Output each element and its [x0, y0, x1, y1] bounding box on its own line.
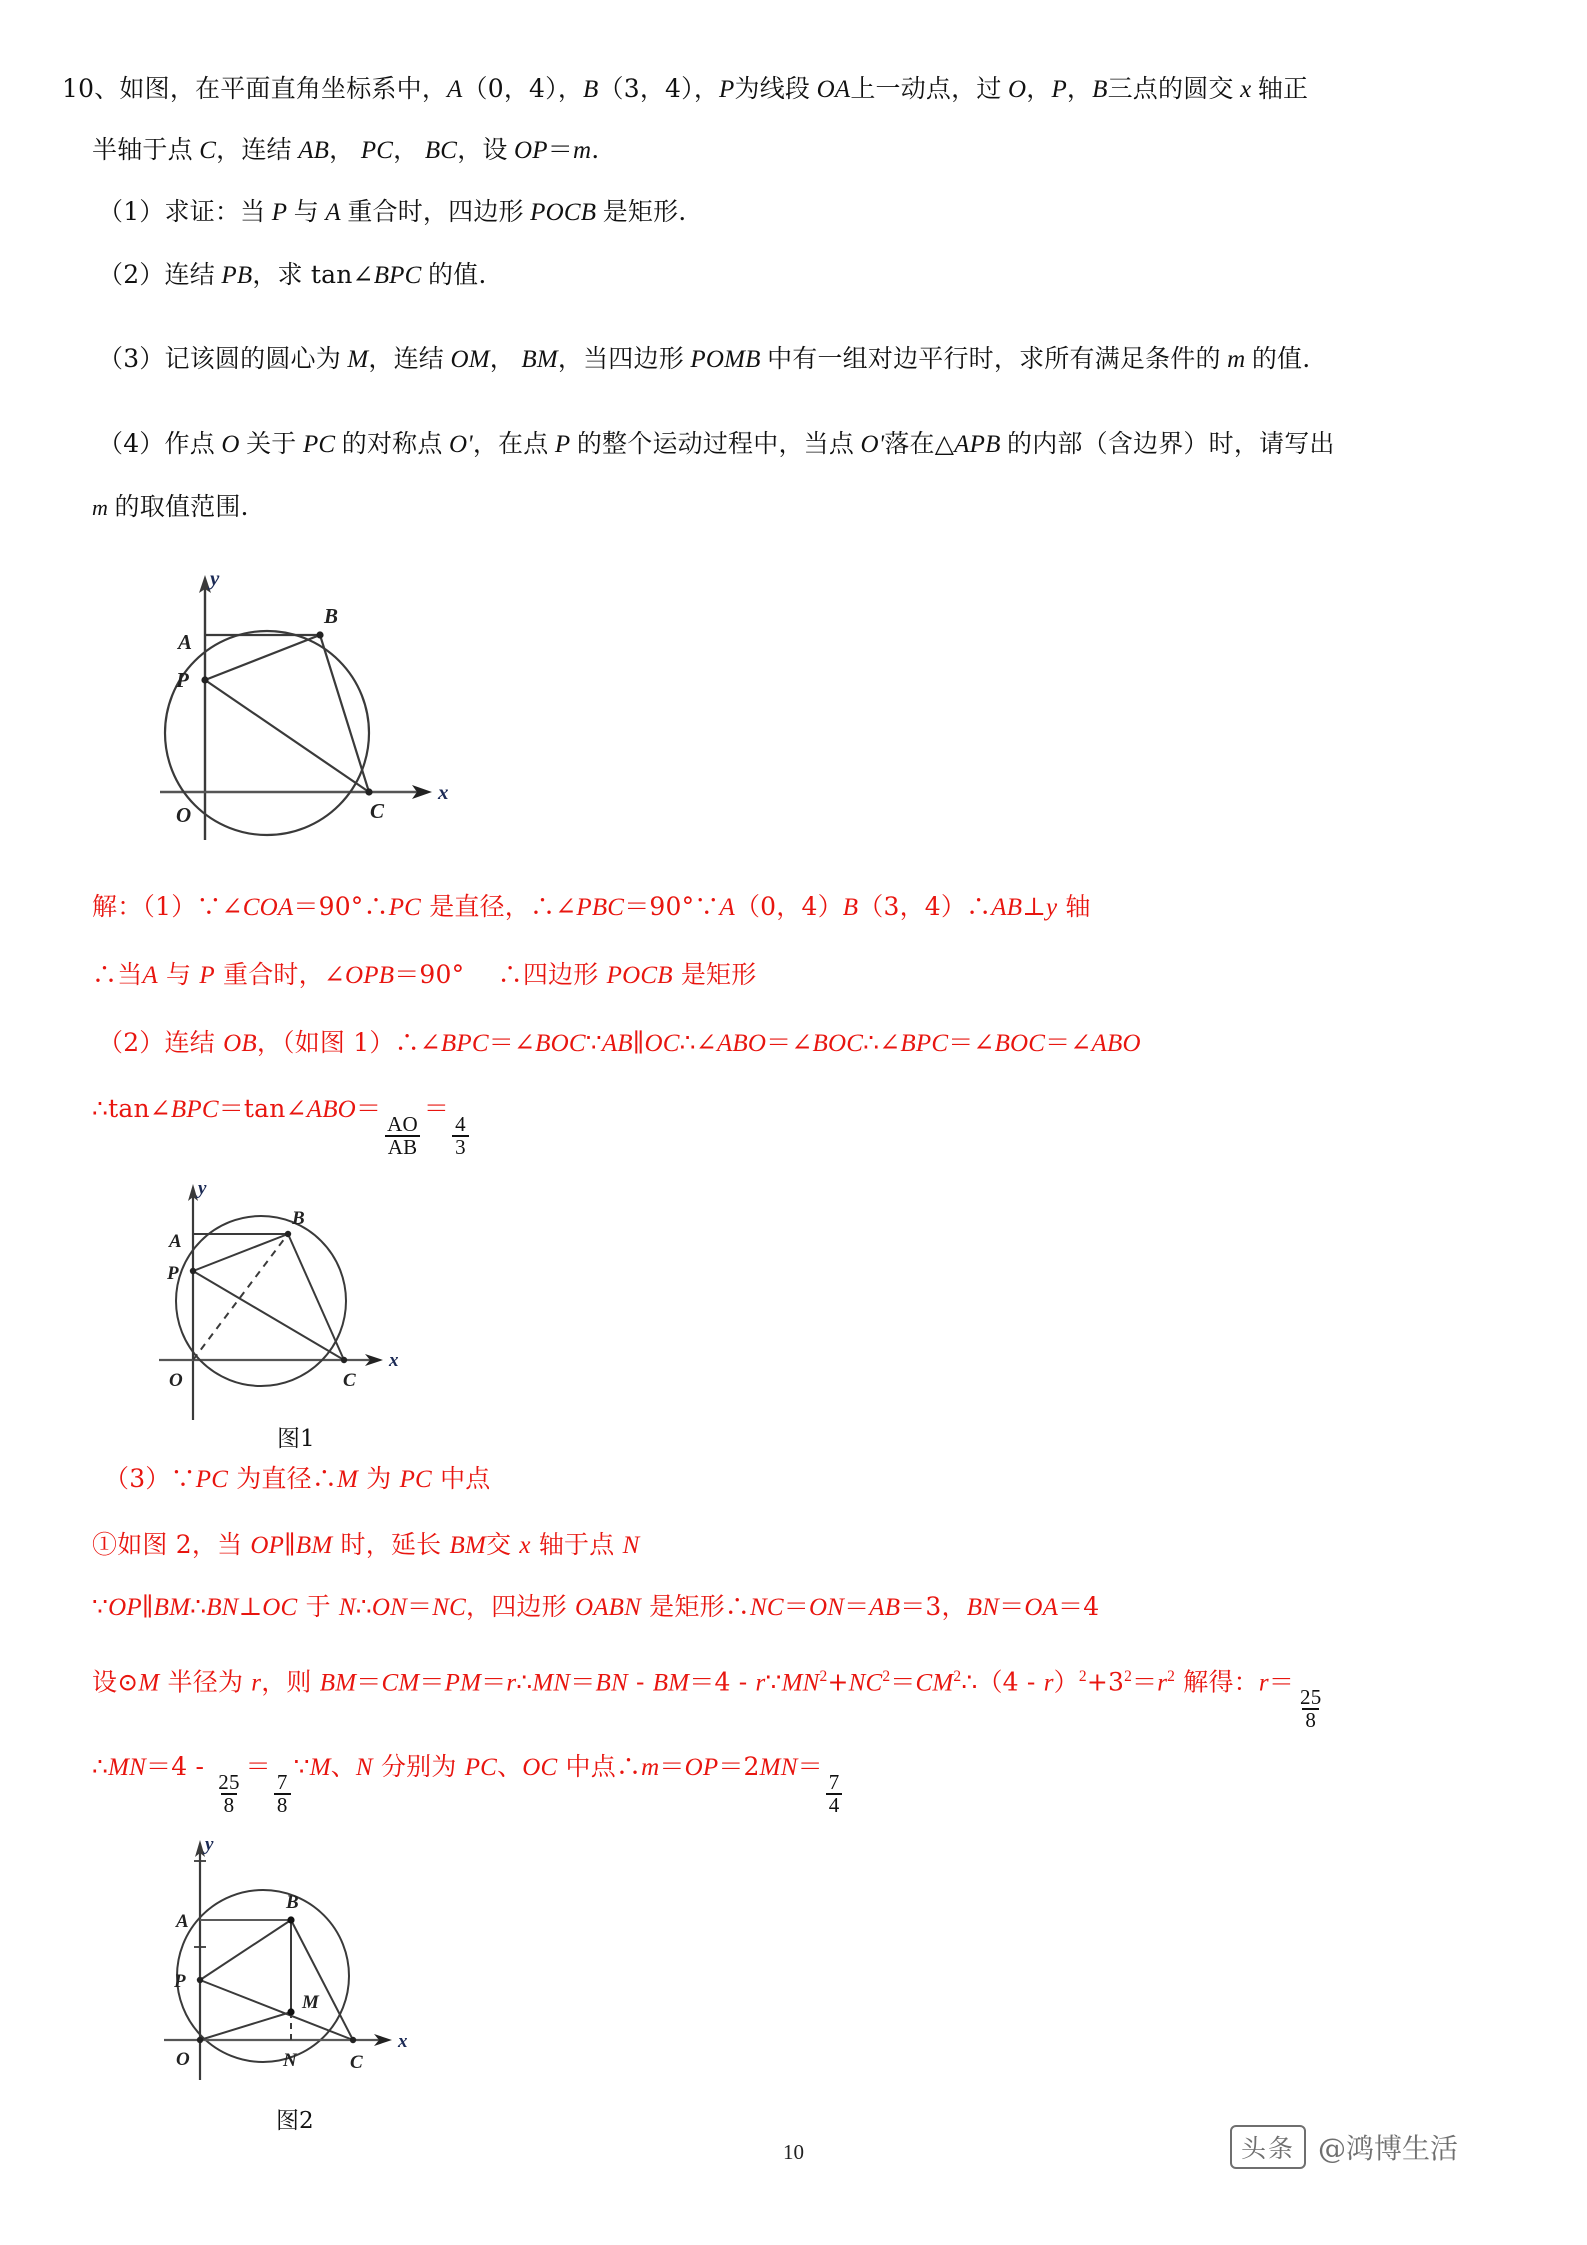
segment-BC	[288, 1234, 344, 1360]
figure-main	[120, 545, 500, 855]
label-O: O	[176, 803, 192, 827]
label-B: B	[286, 1892, 299, 1913]
point-B-dot	[285, 1231, 291, 1237]
point-C-dot	[350, 2037, 356, 2043]
label-P: P	[174, 1971, 186, 1992]
problem-question-2: （2）连结 PB，求 tan∠BPC 的值.	[98, 260, 487, 289]
point-O-dot	[197, 2037, 203, 2043]
watermark	[1230, 2125, 1458, 2169]
solution-part-2-line-2: ∴tan∠BPC＝tan∠ABO＝ $\frac{AO}{AB}$ ＝ $\frac{4}{3}$	[92, 1092, 472, 1158]
fraction-25-over-8: $\frac{25}{8}$	[218, 1769, 240, 1817]
point-P-dot	[190, 1268, 196, 1274]
fraction-AO-over-AB: $\frac{AO}{AB}$	[384, 1114, 421, 1158]
fraction-7-over-8: $\frac{7}{8}$	[274, 1772, 291, 1816]
label-x-axis: x	[438, 780, 449, 804]
problem-question-1: （1）求证：当 P 与 A 重合时，四边形 POCB 是矩形.	[98, 197, 687, 226]
page-number: 10	[783, 2140, 804, 2164]
figure-2-svg	[128, 1822, 458, 2112]
solution-part-3-line-4: 设⊙M 半径为 r，则 BM＝CM＝PM＝r∴MN＝BN - $BM=4 - r\because MN^2+NC^2=CM^2\therefore(4 - r)^2+3^2=r^2$ 解得：r＝ $\frac{25}{8}$	[92, 1660, 1327, 1731]
label-O: O	[169, 1370, 183, 1391]
figure-2	[128, 1822, 458, 2134]
label-P: P	[176, 668, 189, 692]
label-x-axis: x	[398, 2031, 408, 2052]
problem-question-4-cont: m 的取值范围.	[92, 492, 249, 521]
fraction-7-over-4: $\frac{7}{4}$	[826, 1772, 843, 1816]
label-y-axis: y	[205, 1834, 214, 1855]
fraction-4-over-3: $\frac{4}{3}$	[452, 1114, 469, 1158]
point-C-dot	[341, 1357, 347, 1363]
label-y-axis: y	[198, 1178, 207, 1199]
point-P-dot	[197, 1977, 203, 1983]
watermark-handle: @鸿博生活	[1318, 2132, 1459, 2165]
fraction-r-25-over-8: $\frac{25}{8}$	[1300, 1685, 1322, 1733]
figure-1	[125, 1168, 445, 1452]
problem-stem-line-2: 半轴于点 C，连结 AB， PC， BC，设 OP＝m.	[92, 135, 600, 164]
point-M-dot	[287, 2008, 294, 2015]
point-P-dot	[201, 676, 208, 683]
label-P: P	[167, 1263, 179, 1284]
segment-OM	[200, 2012, 291, 2040]
label-A: A	[178, 630, 193, 654]
label-N: N	[283, 2050, 297, 2071]
label-B: B	[324, 604, 339, 628]
figure-2-caption: 图2	[276, 2108, 314, 2134]
figure-main-svg	[120, 545, 500, 850]
segment-PC	[200, 1980, 353, 2040]
solution-part-2-line-1: （2）连结 OB，（如图 1）∴∠BPC＝∠BOC∵AB∥OC∴∠ABO＝∠BOC∴∠BPC＝∠BOC＝∠ABO	[98, 1028, 1141, 1057]
label-y-axis: y	[210, 566, 220, 590]
problem-number: 10、	[62, 74, 120, 103]
solution-part-3-line-1: （3）∵PC 为直径∴M 为 PC 中点	[104, 1464, 491, 1493]
circle-O	[165, 631, 369, 835]
segment-PC	[193, 1271, 344, 1360]
circle-M	[177, 1890, 349, 2062]
point-C-dot	[365, 788, 372, 795]
label-C: C	[350, 2052, 363, 2073]
segment-PB	[200, 1920, 291, 1980]
problem-question-3: （3）记该圆的圆心为 M，连结 OM， BM，当四边形 POMB 中有一组对边平行时，求所有满足条件的 m 的值.	[98, 344, 1311, 373]
figure-1-svg	[125, 1168, 445, 1430]
label-C: C	[343, 1370, 356, 1391]
point-B-dot	[287, 1916, 294, 1923]
solution-part-1-line-1: 解：（1）∵∠COA＝90°∴PC 是直径，∴∠PBC＝90°∵A（0，4）B（3，4）∴AB⊥y 轴	[92, 892, 1091, 921]
segment-BC	[291, 1920, 353, 2040]
solution-part-3-line-2: ①如图 2，当 OP∥BM 时，延长 BM交 x 轴于点 N	[92, 1530, 640, 1559]
solution-part-3-line-3: ∵OP∥BM∴BN⊥OC 于 N∴ON＝NC，四边形 OABN 是矩形∴NC＝ON＝AB＝3，BN＝OA＝4	[92, 1592, 1100, 1621]
problem-question-4: （4）作点 O 关于 PC 的对称点 O'，在点 P 的整个运动过程中，当点 O'落在△APB 的内部（含边界）时，请写出	[98, 429, 1335, 458]
label-x-axis: x	[389, 1350, 399, 1371]
label-A: A	[169, 1231, 182, 1252]
label-A: A	[176, 1911, 189, 1932]
watermark-brand: 头条	[1230, 2125, 1306, 2169]
label-B: B	[292, 1208, 305, 1229]
label-M: M	[302, 1992, 319, 2013]
problem-stem-line-1: 10、如图，在平面直角坐标系中，A（0，4），B（3，4），P为线段 OA上一动点，过 O，P，B三点的圆交 x 轴正	[62, 74, 1309, 103]
point-B-dot	[316, 631, 323, 638]
solution-part-1-line-2: ∴当A 与 P 重合时，∠OPB＝90° ∴四边形 POCB 是矩形	[92, 960, 757, 989]
solution-part-3-line-5: ∴MN＝4 - $\frac{25}{8}$ ＝ $\frac{7}{8}$ ∵M、N 分别为 PC、OC 中点∴m＝OP＝2MN＝ $\frac{7}{4}$	[92, 1750, 845, 1816]
figure-1-caption: 图1	[277, 1426, 315, 1452]
label-C: C	[370, 799, 385, 823]
label-O: O	[176, 2049, 190, 2070]
segment-PC	[205, 680, 369, 792]
segment-BC	[320, 635, 369, 792]
